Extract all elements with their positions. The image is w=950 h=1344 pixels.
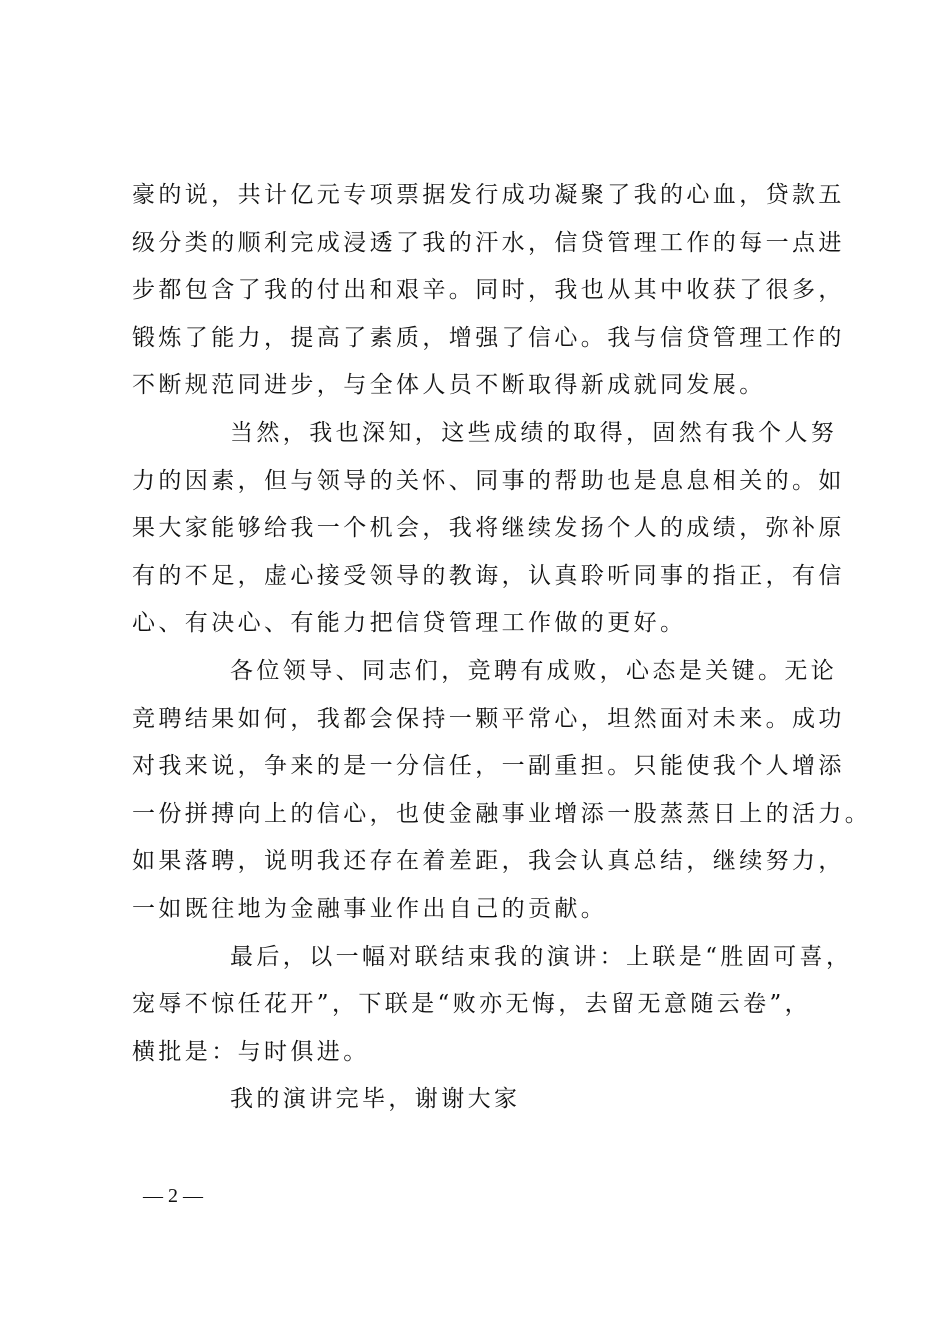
- text-line: 竞聘结果如何，我都会保持一颗平常心，坦然面对未来。成功: [132, 705, 845, 732]
- text-line: 豪的说，共计亿元专项票据发行成功凝聚了我的心血，贷款五: [132, 182, 845, 208]
- text-line: 对我来说，争来的是一分信任，一副重担。只能使我个人增添: [132, 753, 845, 780]
- text-line: 宠辱不惊任花开”，下联是“败亦无悔，去留无意随云卷”，: [132, 991, 812, 1018]
- text-line: 横批是：与时俱进。: [132, 1038, 370, 1065]
- text-line: 不断规范同进步，与全体人员不断取得新成就同发展。: [132, 372, 766, 399]
- text-line: 一如既往地为金融事业作出自己的贡献。: [132, 895, 608, 922]
- text-line: 有的不足，虚心接受领导的教诲，认真聆听同事的指正，有信: [132, 562, 845, 589]
- closing-line: 我的演讲完毕，谢谢大家: [230, 1086, 521, 1113]
- paragraph-first-line: 各位领导、同志们，竞聘有成败，心态是关键。无论: [230, 657, 838, 684]
- text-line: 心、有决心、有能力把信贷管理工作做的更好。: [132, 610, 687, 637]
- paragraph-first-line: 最后，以一幅对联结束我的演讲：上联是“胜固可喜，: [230, 943, 853, 970]
- paragraph-first-line: 当然，我也深知，这些成绩的取得，固然有我个人努: [230, 419, 838, 446]
- text-line: 如果落聘，说明我还存在着差距，我会认真总结，继续努力，: [132, 848, 845, 875]
- text-line: 力的因素，但与领导的关怀、同事的帮助也是息息相关的。如: [132, 467, 845, 494]
- document-body: [132, 172, 872, 1124]
- text-line: 一份拼搏向上的信心，也使金融事业增添一股蒸蒸日上的活力。: [132, 800, 872, 827]
- text-line: 步都包含了我的付出和艰辛。同时，我也从其中收获了很多，: [132, 277, 845, 304]
- page-number: — 2 —: [143, 1185, 203, 1207]
- text-line: 锻炼了能力，提高了素质，增强了信心。我与信贷管理工作的: [132, 324, 845, 351]
- text-line: 级分类的顺利完成浸透了我的汗水，信贷管理工作的每一点进: [132, 229, 845, 256]
- text-line: 果大家能够给我一个机会，我将继续发扬个人的成绩，弥补原: [132, 515, 845, 542]
